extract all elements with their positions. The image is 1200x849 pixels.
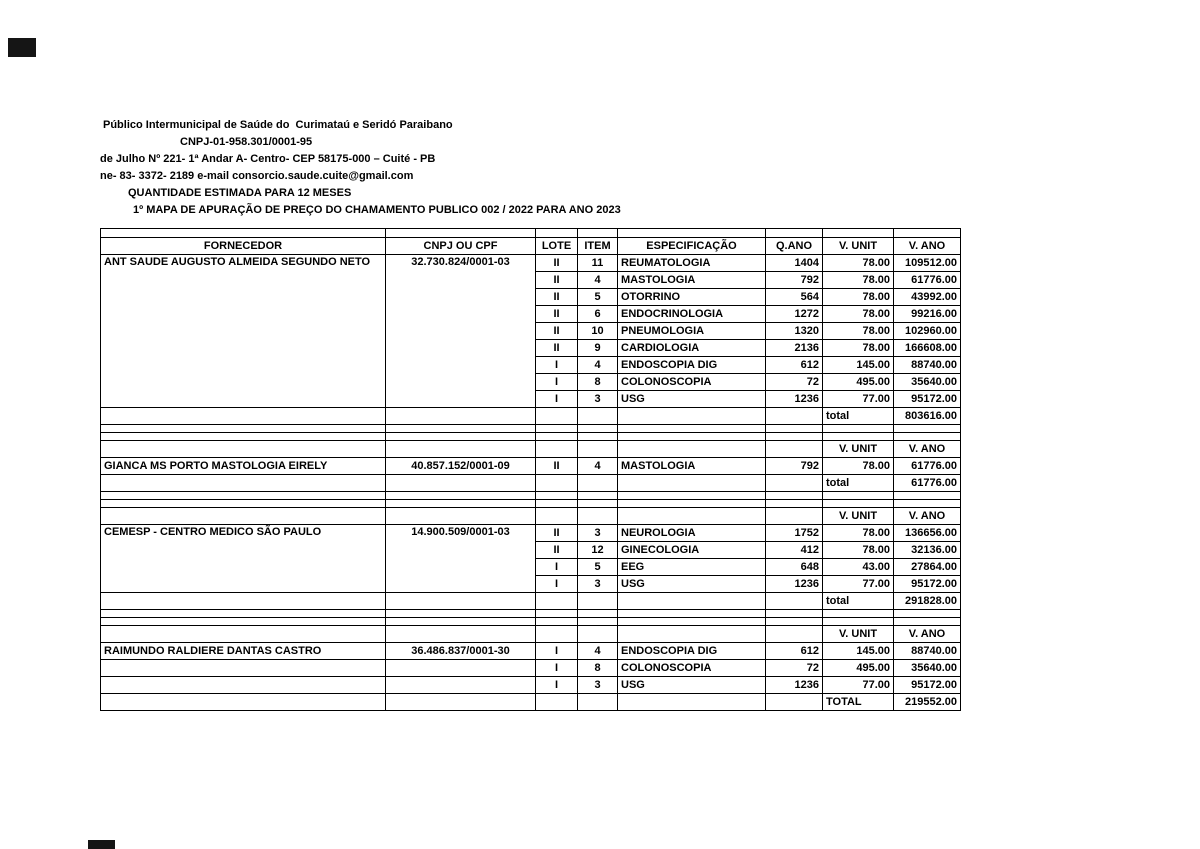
empty-cell [618, 500, 766, 508]
cell-vunit: 77.00 [823, 677, 894, 694]
cell-fornecedor: CEMESP - CENTRO MEDICO SÃO PAULO [101, 525, 386, 593]
empty-cell [618, 492, 766, 500]
subheader-vunit: V. UNIT [823, 441, 894, 458]
cell-qano: 612 [766, 357, 823, 374]
empty-cell [386, 618, 536, 626]
empty-row [101, 425, 961, 433]
cell-lote: II [536, 272, 578, 289]
cell-especificacao: COLONOSCOPIA [618, 660, 766, 677]
empty-cell [386, 660, 536, 677]
empty-cell [386, 433, 536, 441]
col-header-qano: Q.ANO [766, 238, 823, 255]
empty-cell [578, 433, 618, 441]
empty-cell [766, 433, 823, 441]
cell-vano: 32136.00 [894, 542, 961, 559]
table-row [101, 255, 961, 272]
table-row [101, 660, 961, 677]
org-cnpj-line: CNPJ-01-958.301/0001-95 [180, 136, 313, 148]
cell-fornecedor: GIANCA MS PORTO MASTOLOGIA EIRELY [101, 458, 386, 475]
cell-lote: II [536, 289, 578, 306]
empty-cell [618, 694, 766, 711]
empty-cell [536, 441, 578, 458]
empty-cell [386, 492, 536, 500]
cell-vunit: 78.00 [823, 306, 894, 323]
empty-row [101, 492, 961, 500]
empty-cell [386, 593, 536, 610]
cell-item: 4 [578, 643, 618, 660]
cell-qano: 1236 [766, 576, 823, 593]
cell-qano: 1236 [766, 391, 823, 408]
cell-lote: II [536, 340, 578, 357]
cell-item: 5 [578, 289, 618, 306]
empty-cell [766, 425, 823, 433]
empty-cell [101, 618, 386, 626]
cell-item: 9 [578, 340, 618, 357]
col-header-especificacao: ESPECIFICAÇÃO [618, 238, 766, 255]
cell-especificacao: COLONOSCOPIA [618, 374, 766, 391]
cell-item: 4 [578, 458, 618, 475]
table-header-row [101, 238, 961, 255]
empty-cell [386, 425, 536, 433]
empty-cell [894, 425, 961, 433]
cell-qano: 1320 [766, 323, 823, 340]
empty-cell [536, 492, 578, 500]
empty-cell [536, 425, 578, 433]
empty-cell [618, 441, 766, 458]
empty-cell [618, 433, 766, 441]
empty-cell [101, 229, 386, 238]
cell-lote: II [536, 525, 578, 542]
cell-item: 3 [578, 391, 618, 408]
cell-fornecedor: RAIMUNDO RALDIERE DANTAS CASTRO [101, 643, 386, 660]
total-row [101, 475, 961, 492]
total-row [101, 408, 961, 425]
cell-qano: 1272 [766, 306, 823, 323]
total-value: 61776.00 [894, 475, 961, 492]
cell-vunit: 78.00 [823, 458, 894, 475]
cell-vunit: 78.00 [823, 272, 894, 289]
col-header-cnpj: CNPJ OU CPF [386, 238, 536, 255]
table-row [101, 458, 961, 475]
cell-lote: I [536, 374, 578, 391]
empty-row [101, 500, 961, 508]
subheader-vano: V. ANO [894, 441, 961, 458]
empty-cell [386, 500, 536, 508]
cell-especificacao: ENDOSCOPIA DIG [618, 357, 766, 374]
total-value: 803616.00 [894, 408, 961, 425]
cell-vano: 88740.00 [894, 357, 961, 374]
empty-cell [101, 694, 386, 711]
table-row [101, 643, 961, 660]
cell-vunit: 145.00 [823, 357, 894, 374]
cell-cnpj: 32.730.824/0001-03 [386, 255, 536, 408]
empty-cell [578, 610, 618, 618]
cell-especificacao: EEG [618, 559, 766, 576]
empty-cell [894, 610, 961, 618]
empty-cell [578, 508, 618, 525]
cell-especificacao: GINECOLOGIA [618, 542, 766, 559]
empty-cell [101, 626, 386, 643]
org-name-line: Público Intermunicipal de Saúde do Curimataú e Seridó Paraibano [103, 119, 453, 131]
cell-qano: 2136 [766, 340, 823, 357]
empty-cell [101, 492, 386, 500]
empty-cell [618, 610, 766, 618]
cell-lote: I [536, 559, 578, 576]
empty-cell [536, 626, 578, 643]
empty-cell [386, 626, 536, 643]
cell-item: 4 [578, 272, 618, 289]
cell-vunit: 78.00 [823, 289, 894, 306]
col-header-lote: LOTE [536, 238, 578, 255]
total-value: 219552.00 [894, 694, 961, 711]
cell-item: 12 [578, 542, 618, 559]
cell-especificacao: PNEUMOLOGIA [618, 323, 766, 340]
subheader-vano: V. ANO [894, 626, 961, 643]
empty-cell [578, 425, 618, 433]
cell-item: 3 [578, 576, 618, 593]
cell-vano: 109512.00 [894, 255, 961, 272]
empty-cell [766, 500, 823, 508]
cell-lote: II [536, 255, 578, 272]
cell-vunit: 77.00 [823, 576, 894, 593]
empty-row [101, 618, 961, 626]
cell-especificacao: USG [618, 576, 766, 593]
cell-item: 4 [578, 357, 618, 374]
cell-item: 6 [578, 306, 618, 323]
empty-cell [766, 475, 823, 492]
org-contact-line: ne- 83- 3372- 2189 e-mail consorcio.saude.cuite@gmail.com [100, 170, 414, 182]
cell-lote: II [536, 306, 578, 323]
price-table [100, 228, 961, 711]
cell-qano: 564 [766, 289, 823, 306]
empty-cell [766, 593, 823, 610]
empty-cell [101, 500, 386, 508]
empty-cell [536, 610, 578, 618]
empty-cell [578, 500, 618, 508]
subheader-row [101, 441, 961, 458]
empty-cell [618, 475, 766, 492]
total-label: total [823, 408, 894, 425]
col-header-vano: V. ANO [894, 238, 961, 255]
cell-item: 10 [578, 323, 618, 340]
col-header-item: ITEM [578, 238, 618, 255]
empty-cell [386, 610, 536, 618]
cell-lote: II [536, 323, 578, 340]
empty-cell [894, 229, 961, 238]
empty-cell [823, 229, 894, 238]
empty-cell [766, 508, 823, 525]
cell-especificacao: ENDOSCOPIA DIG [618, 643, 766, 660]
col-header-vunit: V. UNIT [823, 238, 894, 255]
empty-cell [101, 433, 386, 441]
empty-cell [618, 408, 766, 425]
cell-vano: 35640.00 [894, 660, 961, 677]
cell-vano: 136656.00 [894, 525, 961, 542]
cell-vunit: 43.00 [823, 559, 894, 576]
subheader-vunit: V. UNIT [823, 508, 894, 525]
empty-cell [766, 441, 823, 458]
col-header-fornecedor: FORNECEDOR [101, 238, 386, 255]
cell-lote: I [536, 643, 578, 660]
cell-lote: II [536, 458, 578, 475]
org-address-line: de Julho Nº 221- 1ª Andar A- Centro- CEP 58175-000 – Cuité - PB [100, 153, 436, 165]
cell-vano: 166608.00 [894, 340, 961, 357]
empty-row [101, 229, 961, 238]
empty-cell [536, 229, 578, 238]
empty-cell [823, 618, 894, 626]
empty-cell [823, 500, 894, 508]
empty-cell [823, 492, 894, 500]
empty-cell [101, 593, 386, 610]
empty-cell [536, 475, 578, 492]
cell-qano: 72 [766, 660, 823, 677]
empty-cell [101, 677, 386, 694]
empty-cell [766, 626, 823, 643]
empty-cell [894, 618, 961, 626]
empty-cell [618, 229, 766, 238]
total-row [101, 694, 961, 711]
empty-cell [536, 593, 578, 610]
cell-item: 8 [578, 374, 618, 391]
empty-row [101, 433, 961, 441]
empty-cell [101, 508, 386, 525]
empty-cell [386, 229, 536, 238]
empty-cell [618, 508, 766, 525]
empty-cell [386, 408, 536, 425]
cell-lote: I [536, 660, 578, 677]
cell-qano: 412 [766, 542, 823, 559]
cell-vano: 27864.00 [894, 559, 961, 576]
cell-qano: 1236 [766, 677, 823, 694]
empty-cell [536, 618, 578, 626]
cell-vano: 102960.00 [894, 323, 961, 340]
page-footer-mark [88, 840, 115, 849]
cell-especificacao: REUMATOLOGIA [618, 255, 766, 272]
cell-vunit: 495.00 [823, 660, 894, 677]
cell-cnpj: 36.486.837/0001-30 [386, 643, 536, 660]
empty-cell [101, 408, 386, 425]
cell-lote: I [536, 677, 578, 694]
empty-cell [894, 492, 961, 500]
cell-vunit: 78.00 [823, 255, 894, 272]
cell-especificacao: NEUROLOGIA [618, 525, 766, 542]
empty-cell [101, 660, 386, 677]
empty-cell [618, 593, 766, 610]
cell-vano: 95172.00 [894, 677, 961, 694]
empty-cell [386, 677, 536, 694]
cell-vunit: 77.00 [823, 391, 894, 408]
empty-cell [766, 610, 823, 618]
cell-vano: 95172.00 [894, 391, 961, 408]
cell-vunit: 78.00 [823, 542, 894, 559]
empty-cell [578, 408, 618, 425]
subheader-row [101, 508, 961, 525]
empty-cell [823, 433, 894, 441]
cell-qano: 1404 [766, 255, 823, 272]
empty-cell [386, 475, 536, 492]
empty-cell [101, 610, 386, 618]
empty-cell [536, 408, 578, 425]
total-label: total [823, 593, 894, 610]
cell-vano: 61776.00 [894, 272, 961, 289]
empty-cell [578, 475, 618, 492]
cell-item: 8 [578, 660, 618, 677]
cell-cnpj: 40.857.152/0001-09 [386, 458, 536, 475]
empty-cell [766, 408, 823, 425]
empty-cell [578, 492, 618, 500]
subheader-row [101, 626, 961, 643]
quantity-note-line: QUANTIDADE ESTIMADA PARA 12 MESES [128, 187, 352, 199]
cell-lote: I [536, 391, 578, 408]
cell-vano: 99216.00 [894, 306, 961, 323]
empty-cell [618, 425, 766, 433]
empty-cell [101, 425, 386, 433]
subheader-vunit: V. UNIT [823, 626, 894, 643]
cell-qano: 648 [766, 559, 823, 576]
cell-vunit: 495.00 [823, 374, 894, 391]
cell-vunit: 78.00 [823, 340, 894, 357]
cell-especificacao: USG [618, 677, 766, 694]
cell-lote: I [536, 357, 578, 374]
cell-qano: 1752 [766, 525, 823, 542]
total-label: TOTAL [823, 694, 894, 711]
empty-cell [578, 626, 618, 643]
empty-cell [578, 229, 618, 238]
total-value: 291828.00 [894, 593, 961, 610]
table-row [101, 677, 961, 694]
cell-vunit: 145.00 [823, 643, 894, 660]
empty-cell [101, 475, 386, 492]
cell-fornecedor: ANT SAUDE AUGUSTO ALMEIDA SEGUNDO NETO [101, 255, 386, 408]
cell-especificacao: OTORRINO [618, 289, 766, 306]
cell-item: 11 [578, 255, 618, 272]
empty-cell [578, 441, 618, 458]
cell-vano: 95172.00 [894, 576, 961, 593]
empty-cell [386, 694, 536, 711]
empty-cell [766, 694, 823, 711]
empty-cell [536, 433, 578, 441]
cell-especificacao: MASTOLOGIA [618, 458, 766, 475]
empty-cell [386, 508, 536, 525]
empty-cell [536, 500, 578, 508]
empty-row [101, 610, 961, 618]
cell-cnpj: 14.900.509/0001-03 [386, 525, 536, 593]
empty-cell [386, 441, 536, 458]
cell-vano: 61776.00 [894, 458, 961, 475]
cell-item: 3 [578, 525, 618, 542]
table-row [101, 525, 961, 542]
empty-cell [894, 500, 961, 508]
page-corner-mark [8, 38, 36, 57]
empty-cell [101, 441, 386, 458]
empty-cell [536, 508, 578, 525]
empty-cell [618, 626, 766, 643]
empty-cell [766, 618, 823, 626]
document-title-line: 1º MAPA DE APURAÇÃO DE PREÇO DO CHAMAMENTO PUBLICO 002 / 2022 PARA ANO 2023 [133, 204, 621, 216]
cell-lote: I [536, 576, 578, 593]
subheader-vano: V. ANO [894, 508, 961, 525]
cell-qano: 792 [766, 272, 823, 289]
cell-item: 5 [578, 559, 618, 576]
total-label: total [823, 475, 894, 492]
cell-especificacao: USG [618, 391, 766, 408]
empty-cell [823, 425, 894, 433]
empty-cell [894, 433, 961, 441]
empty-cell [823, 610, 894, 618]
cell-qano: 72 [766, 374, 823, 391]
cell-vunit: 78.00 [823, 525, 894, 542]
cell-vano: 43992.00 [894, 289, 961, 306]
cell-item: 3 [578, 677, 618, 694]
cell-vunit: 78.00 [823, 323, 894, 340]
empty-cell [578, 694, 618, 711]
cell-especificacao: ENDOCRINOLOGIA [618, 306, 766, 323]
cell-especificacao: CARDIOLOGIA [618, 340, 766, 357]
empty-cell [536, 694, 578, 711]
empty-cell [618, 618, 766, 626]
cell-qano: 612 [766, 643, 823, 660]
empty-cell [578, 593, 618, 610]
empty-cell [766, 492, 823, 500]
total-row [101, 593, 961, 610]
cell-vano: 88740.00 [894, 643, 961, 660]
cell-lote: II [536, 542, 578, 559]
cell-qano: 792 [766, 458, 823, 475]
empty-cell [766, 229, 823, 238]
cell-especificacao: MASTOLOGIA [618, 272, 766, 289]
cell-vano: 35640.00 [894, 374, 961, 391]
empty-cell [578, 618, 618, 626]
